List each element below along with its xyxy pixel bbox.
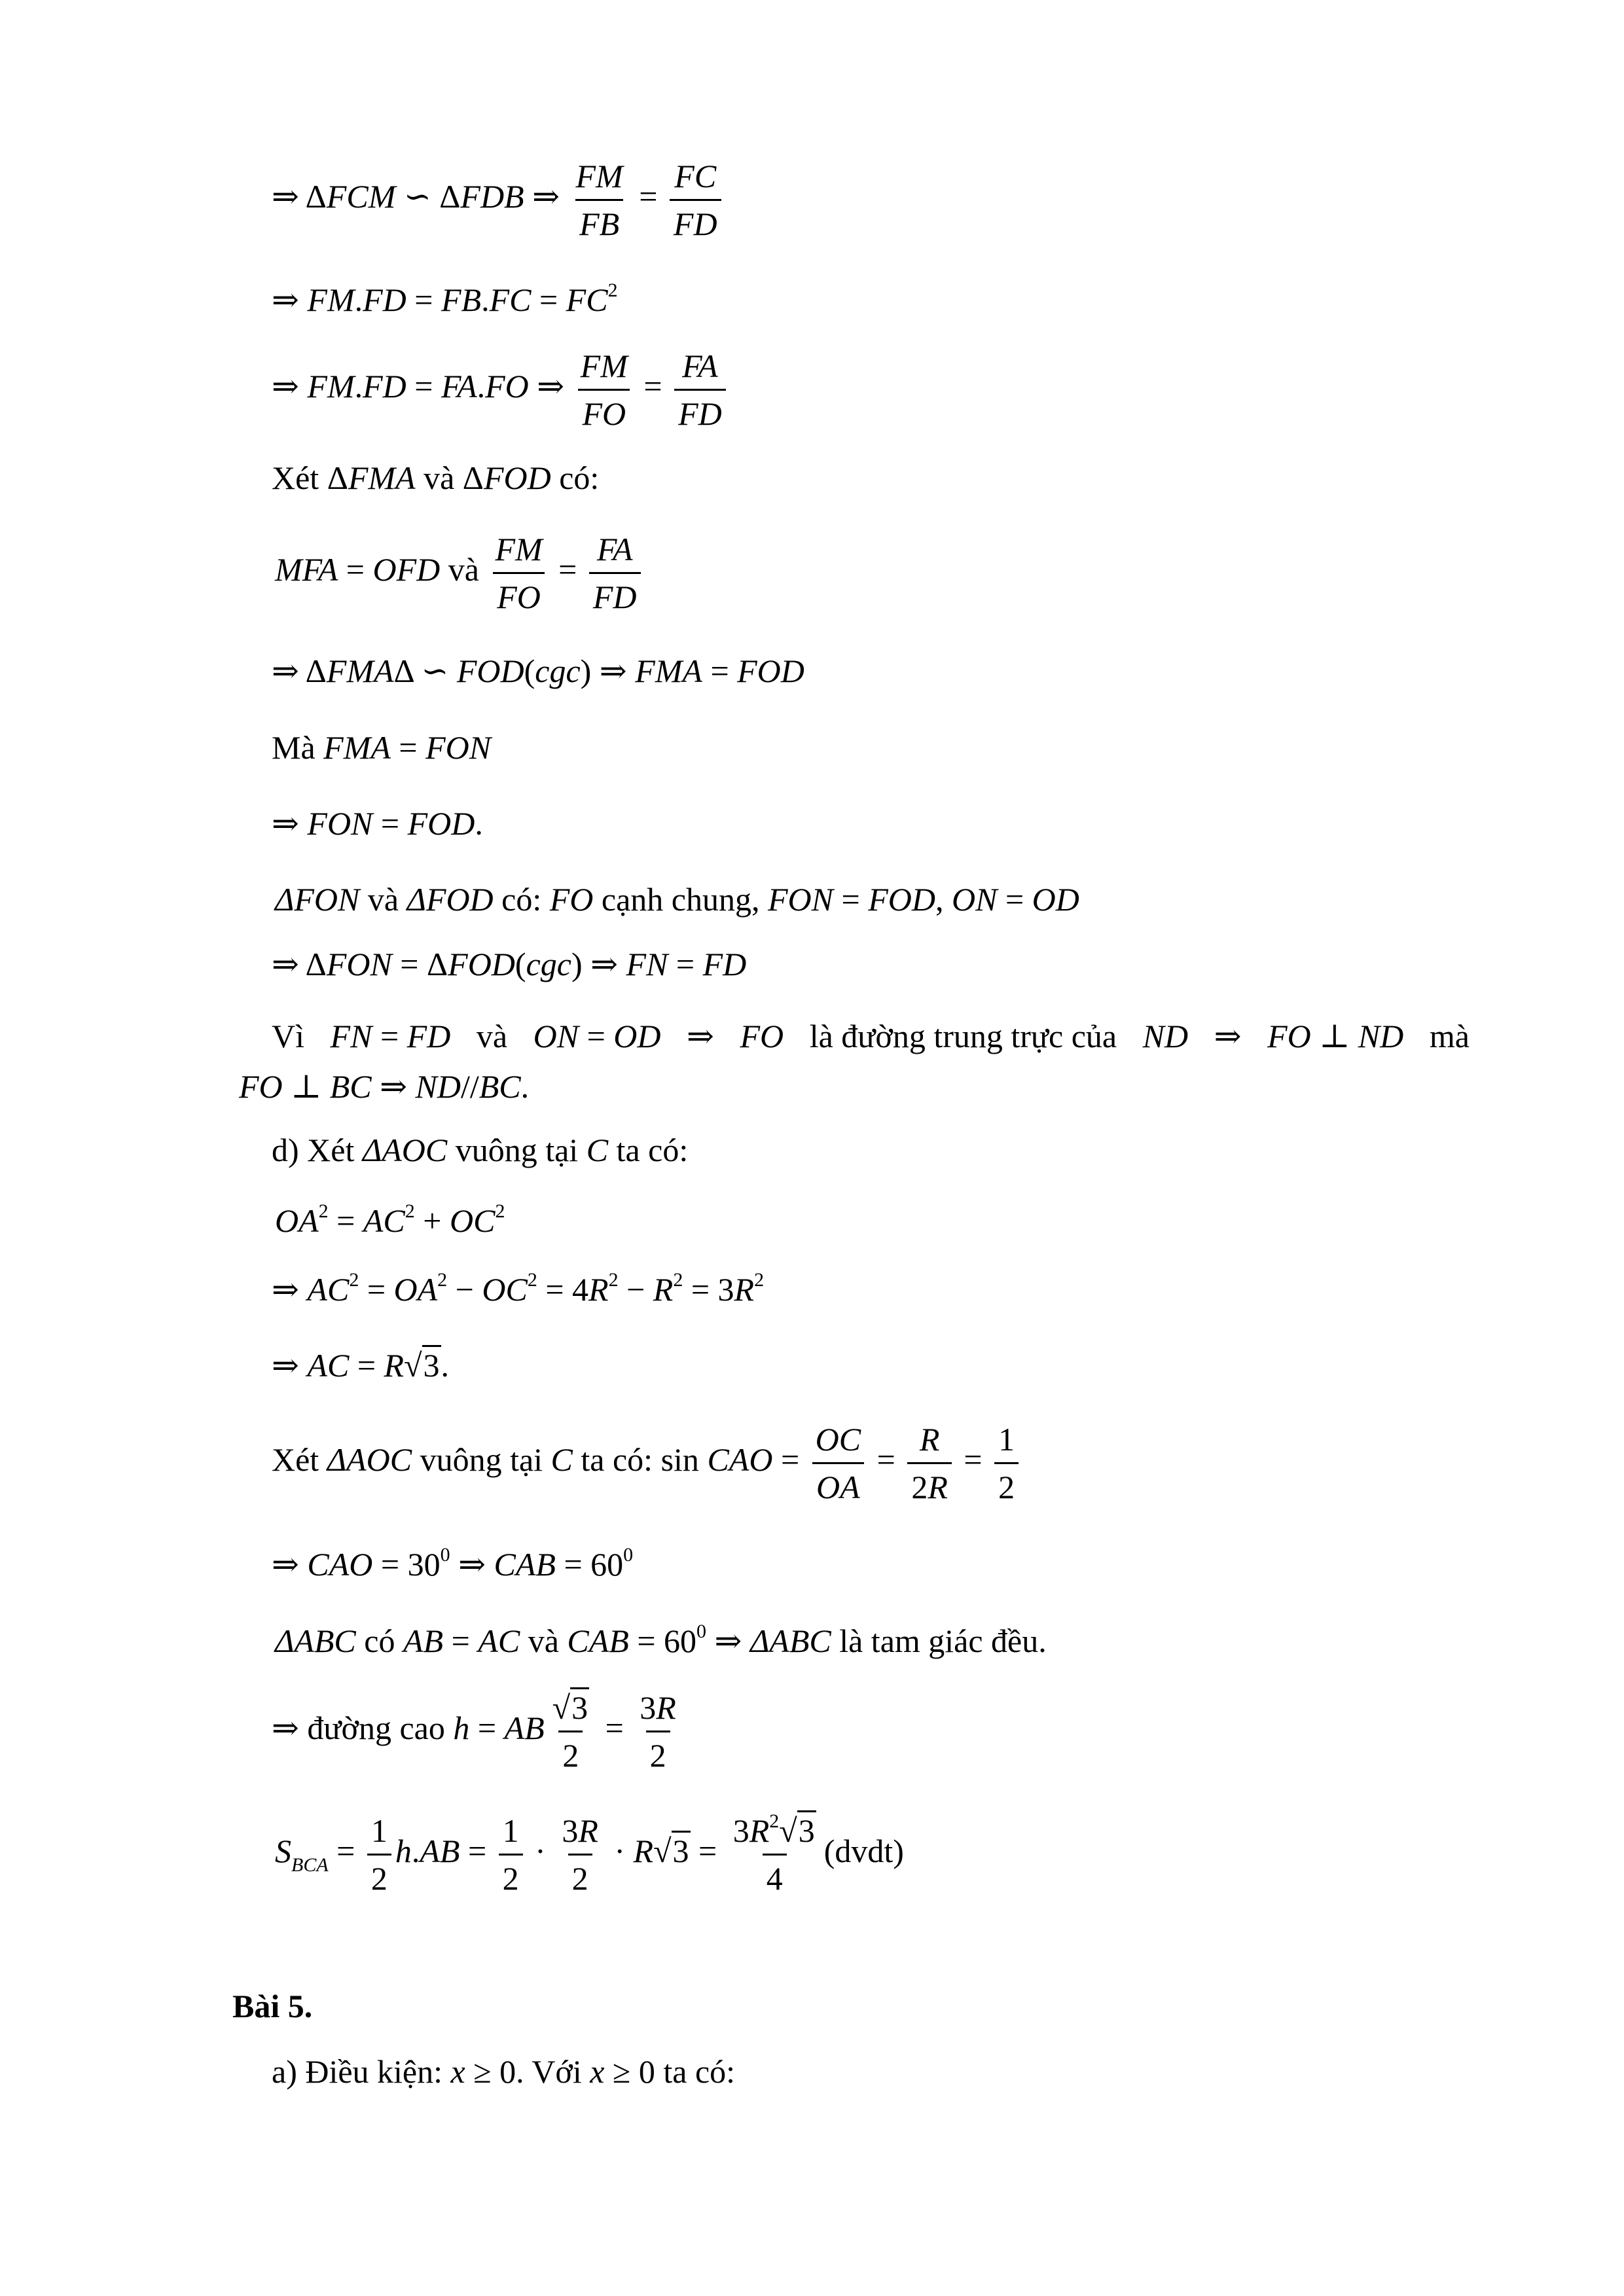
eq-fm-fd-fa-fo: ⇒ FM.FD = FA.FO ⇒ $\frac{FM}{FO}$ = $\frac{FA}{FD}$	[272, 347, 730, 433]
text-fon-fod-canh-chung: ΔFON và ΔFOD có: FO cạnh chung, FON = FOD, ON = OD	[275, 881, 1079, 918]
eq-oa-squared: $OA^2 = AC^2 + OC^2$	[275, 1200, 505, 1239]
eq-fon-equal-fod-cgc: ⇒ ΔFON = ΔFOD(cgc) ⇒ FN = FD	[272, 946, 747, 982]
text-abc-tam-giac-deu: ΔABC có AB = AC và CAB = $60^0$ ⇒ ΔABC là tam giác đều.	[275, 1621, 1047, 1659]
text-d-xet-aoc: d) Xét ΔAOC vuông tại C ta có:	[272, 1132, 689, 1168]
eq-fon-fod: ⇒ FON = FOD.	[272, 805, 483, 842]
eq-similar-fma-fod-cgc: ⇒ ΔFMAΔ ∽ FOD(cgc) ⇒ FMA = FOD	[272, 653, 804, 689]
eq-ac-r-sqrt3: ⇒ AC = R√3.	[272, 1346, 449, 1385]
eq-sin-cao: Xét ΔAOC vuông tại C ta có: sin CAO = $\frac{OC}{OA}$ = $\frac{R}{2R}$ = $\frac{1}{2}$	[272, 1420, 1022, 1506]
eq-similar-fcm-fdb: ⇒ ΔFCM ∽ ΔFDB ⇒ $\frac{FM}{FB}$ = $\frac{FC}{FD}$	[272, 157, 725, 243]
eq-fo-perp-bc: FO ⊥ BC ⇒ ND//BC.	[239, 1068, 530, 1105]
eq-area-bca: $S_{BCA}$ = $\frac{1}{2}$ h.AB = $\frac{1}{2}$ · $\frac{3R}{2}$ · R√3 = $\frac{3R^2√3}{4}$ (dvdt)	[275, 1810, 904, 1897]
eq-cao-30-cab-60: ⇒ CAO = $30^0$ ⇒ CAB = $60^0$	[272, 1544, 634, 1583]
eq-ac-squared: ⇒ $AC^2 = OA^2 - OC^2 = 4R^2 - R^2 = 3R^2$	[272, 1269, 765, 1308]
eq-angle-mfa-ofd: MFA = OFD và $\frac{FM}{FO}$ = $\frac{FA}{FD}$	[275, 530, 645, 616]
text-vi-fn-fd: Vì FN = FD và ON = OD ⇒ FO là đường trung trực của ND ⇒ FO ⊥ ND mà	[272, 1018, 1470, 1054]
eq-fm-fd-fb-fc: ⇒ $FM.FD = FB.FC = FC^2$	[272, 279, 618, 318]
text-xet-fma-fod: Xét ΔFMA và ΔFOD có:	[272, 459, 600, 496]
eq-duong-cao: ⇒ đường cao h = AB $\frac{√3}{2}$ = $\frac{3R}{2}$	[272, 1689, 684, 1774]
text-ma-fma-fon: Mà FMA = FON	[272, 729, 492, 766]
text-dieu-kien: a) Điều kiện: x ≥ 0. Với x ≥ 0 ta có:	[272, 2053, 736, 2090]
section-heading-bai-5: Bài 5.	[232, 1988, 313, 2024]
